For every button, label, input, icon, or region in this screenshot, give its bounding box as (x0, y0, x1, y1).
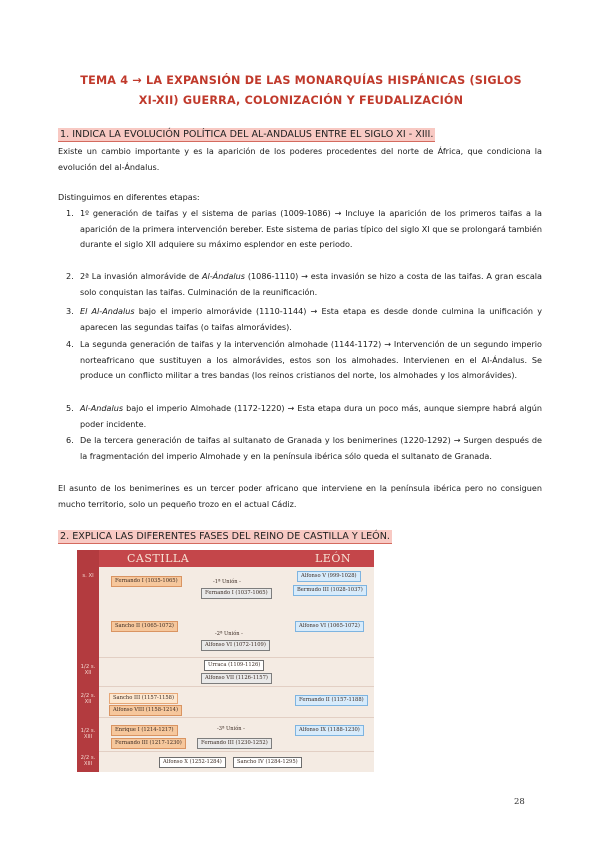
list-item (66, 304, 542, 335)
king-alfonso-vii: Alfonso VII (1126-1157) (201, 673, 272, 684)
union-2-king: Alfonso VI (1072-1109) (201, 640, 270, 651)
page-title (70, 71, 532, 111)
leon-label: LEÓN (315, 552, 351, 565)
king-sancho-iv: Sancho IV (1284-1295) (233, 757, 302, 768)
union-1-king: Fernando I (1037-1065) (201, 588, 272, 599)
list-text (78, 304, 542, 335)
king-alfonso-viii: Alfonso VIII (1158-1214) (109, 705, 182, 716)
castilla-leon-diagram (77, 550, 374, 772)
divider (99, 751, 374, 752)
ruler-urraca: Urraca (1109-1126) (204, 660, 264, 671)
list-number: 2. (66, 271, 74, 281)
list-text: La segunda generación de taifas y la intervención almohade (1144-1172) → Intervención de un segundo imperio norteafricano que sustituyen a los almorávides, estos son los almohades. Intervienen en el Al-Ándalus. Se produce un conflicto militar a tres bandas (los reinos cristianos del norte, los almohades y los almorávides). (80, 339, 542, 380)
union-2-label: -2ª Unión - (215, 631, 243, 637)
section-1-closing: El asunto de los benimerines es un tercer poder africano que interviene en la península ibérica pero no consiguen mucho territorio, solo un pequeño trozo en el actual Cádiz. (58, 483, 542, 509)
king-fernando-i-castilla: Fernando I (1035-1065) (111, 576, 182, 587)
king-alfonso-ix: Alfonso IX (1188-1230) (295, 725, 364, 736)
king-fernando-iii-castilla: Fernando III (1217-1230) (111, 738, 186, 749)
king-alfonso-vi-leon: Alfonso VI (1065-1072) (295, 621, 364, 632)
section-1-heading: 1. INDICA LA EVOLUCIÓN POLÍTICA DEL AL-ANDALUS ENTRE EL SIGLO XI - XIII. (60, 129, 434, 140)
diagram-header (99, 550, 374, 567)
list-item (66, 401, 542, 432)
section-2-heading: 2. EXPLICA LAS DIFERENTES FASES DEL REINO DE CASTILLA Y LEÓN. (60, 531, 390, 542)
list-text (78, 269, 542, 300)
union-3-king: Fernando III (1230-1252) (197, 738, 272, 749)
century-label: 1/2 s. XII (80, 664, 96, 676)
century-label: 2/2 s. XIII (80, 755, 96, 767)
king-enrique-i: Enrique I (1214-1217) (111, 725, 178, 736)
century-label: 2/2 s. XII (80, 693, 96, 705)
divider (99, 686, 374, 687)
century-label: 1/2 s. XIII (80, 728, 96, 740)
section-1-intro: Existe un cambio importante y es la aparición de los poderes procedentes del norte de África, que condiciona la evolución del al-Ándalus. (58, 146, 542, 172)
divider (99, 657, 374, 658)
list-number: 6. (66, 435, 74, 445)
king-alfonso-x: Alfonso X (1252-1284) (159, 757, 226, 768)
century-label: s. XI (82, 573, 94, 579)
list-text-emphasis: Al-Andalus (80, 403, 124, 413)
union-3-label: -3ª Unión - (217, 726, 245, 732)
list-text-emphasis: El Al-Andalus (80, 306, 135, 316)
king-sancho-ii: Sancho II (1065-1072) (111, 621, 178, 632)
king-fernando-ii: Fernando II (1157-1188) (295, 695, 368, 706)
title-line-1: TEMA 4 → LA EXPANSIÓN DE LAS MONARQUÍAS HISPÁNICAS (SIGLOS (80, 74, 522, 87)
list-number: 4. (66, 339, 74, 349)
title-line-2: XI-XII) GUERRA, COLONIZACIÓN Y FEUDALIZACIÓN (138, 94, 464, 107)
union-1-label: -1ª Unión - (213, 579, 241, 585)
list-text (78, 401, 542, 432)
king-sancho-iii: Sancho III (1157-1158) (109, 693, 178, 704)
list-text-emphasis: Al-Ándalus (201, 271, 246, 281)
list-text-part: bajo el imperio Almohade (1172-1220) → Esta etapa dura un poco más, aunque siempre habrá algún poder incidente. (80, 403, 542, 429)
list-number: 1. (66, 208, 74, 218)
list-number: 5. (66, 403, 74, 413)
page-number: 28 (514, 797, 525, 807)
list-item (66, 206, 542, 253)
king-bermudo-iii: Bermudo III (1028-1037) (293, 585, 367, 596)
list-text: 1º generación de taifas y el sistema de parias (1009-1086) → Incluye la aparición de los primeros taifas a la aparición de la primera intervención bereber. Este sistema de parias típico del siglo XI que se prolongará también durante el siglo XII adquiere su máximo esplendor en este periodo. (80, 208, 542, 249)
divider (99, 717, 374, 718)
list-text-part: (1086-1110) → esta invasión se hizo a costa de las taifas. A gran escala solo conquistan las taifas. Culminación de la reunificación. (80, 271, 543, 297)
list-item (66, 433, 542, 464)
list-text-part: bajo el imperio almorávide (1110-1144) → Esta etapa es desde donde culmina la unificación y aparecen las segundas taifas (o taifas almorávides). (80, 306, 542, 332)
king-alfonso-v: Alfonso V (999-1028) (297, 571, 361, 582)
castilla-label: CASTILLA (127, 552, 190, 565)
list-text: De la tercera generación de taifas al sultanato de Granada y los benimerines (1220-1292) → Surgen después de la fragmentación del imperio Almohade y en la península ibérica sólo queda el sultanato de Granada. (80, 435, 542, 461)
list-item (66, 269, 543, 300)
list-number: 3. (66, 306, 74, 316)
list-item (66, 337, 542, 384)
stages-intro: Distinguimos en diferentes etapas: (58, 192, 200, 202)
list-text-part: 2ª La invasión almorávide de (80, 271, 202, 281)
